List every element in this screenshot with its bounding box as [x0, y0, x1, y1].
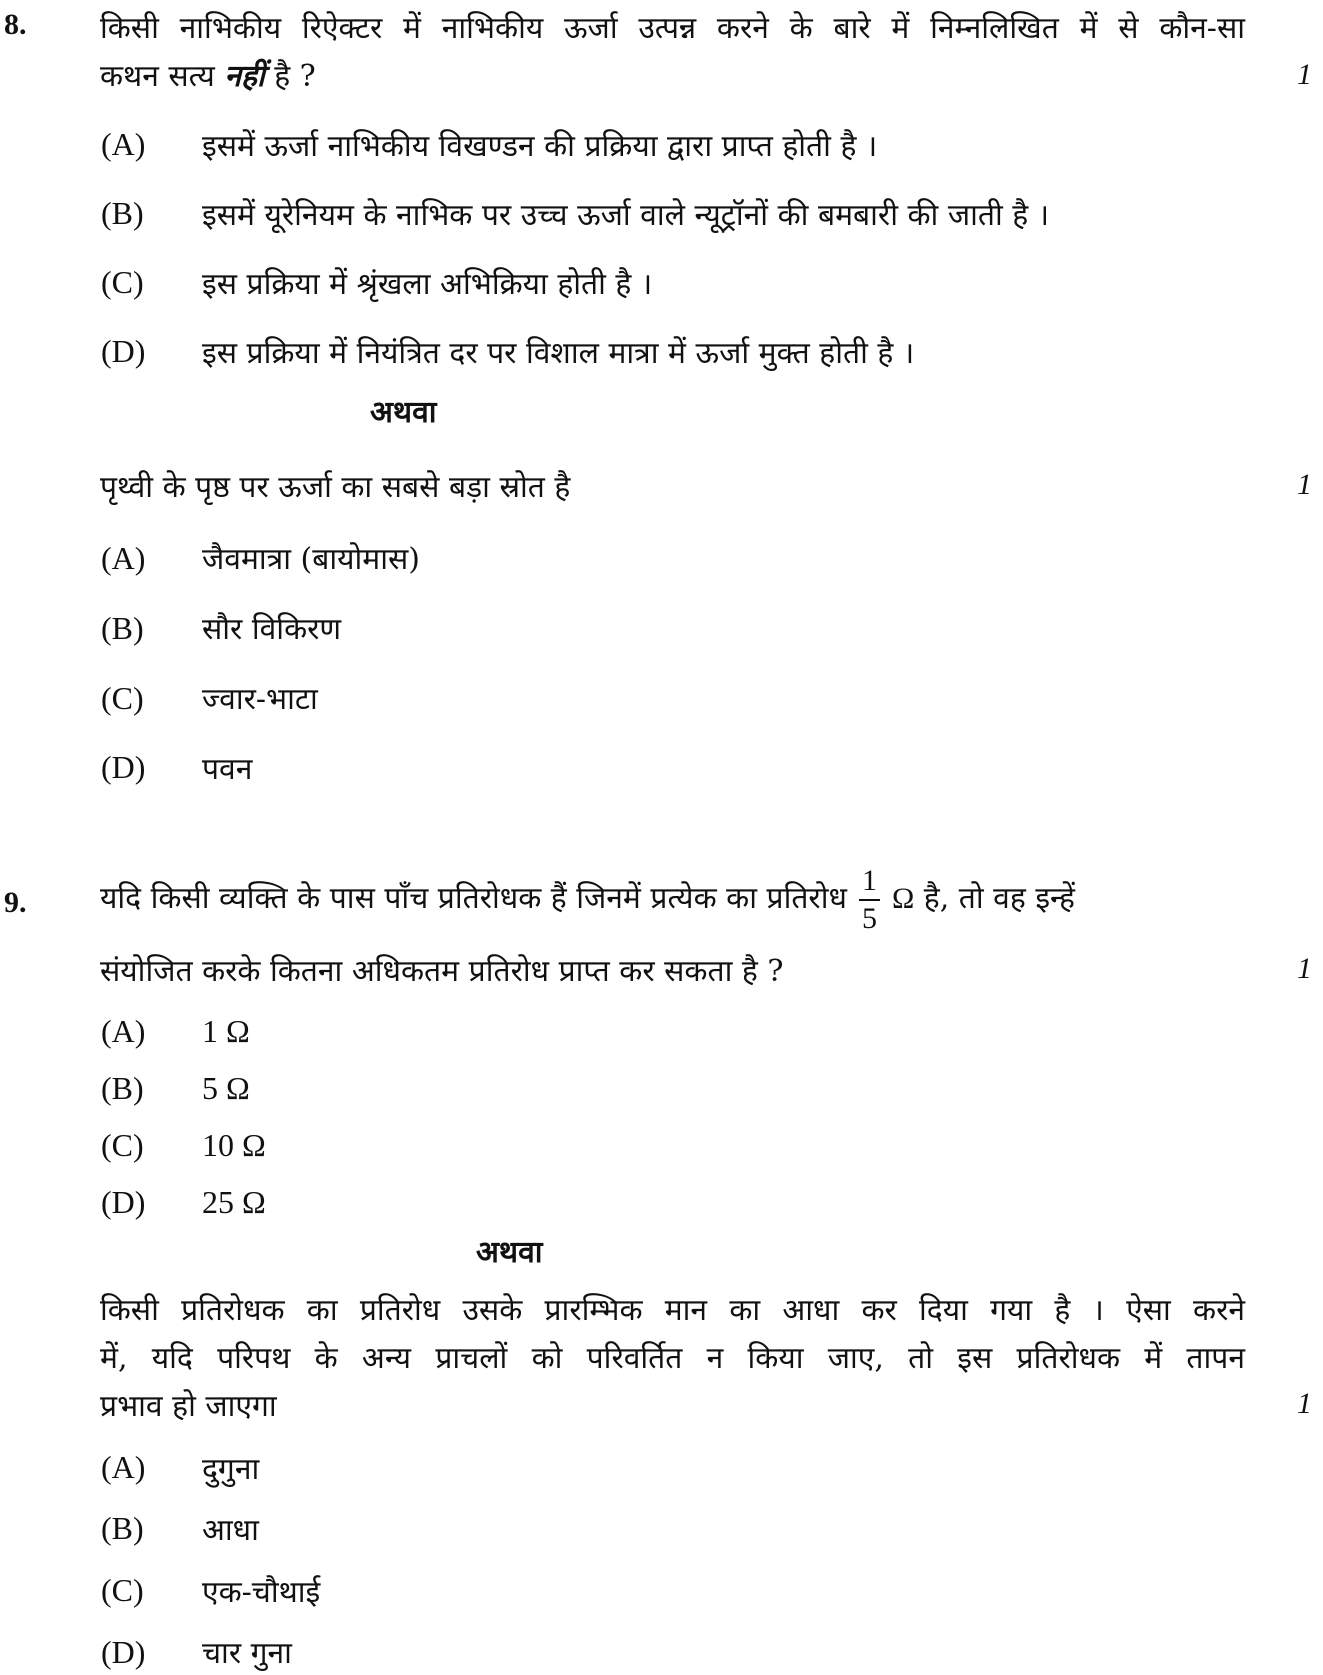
q9-option-d-label: (D): [101, 1184, 146, 1220]
q9-option-b-text: 5 Ω: [202, 1070, 250, 1106]
q9-option-d-text: 25 Ω: [202, 1184, 266, 1220]
question-9-alt-line-2: में, यदि परिपथ के अन्य प्राचलों को परिवर्तित न किया जाए, तो इस प्रतिरोधक में तापन: [100, 1341, 1245, 1376]
q9-option-a-text: 1 Ω: [202, 1013, 250, 1049]
question-8-or-label: अथवा: [370, 395, 437, 430]
q9-alt-option-c-label: (C): [101, 1572, 144, 1608]
question-9-or-label: अथवा: [476, 1235, 543, 1270]
question-8-number: 8.: [4, 8, 27, 41]
question-9-alt-line-3: प्रभाव हो जाएगा: [100, 1389, 277, 1424]
question-9-alt-marks: 1: [1297, 1387, 1312, 1420]
q8-alt-option-d-label: (D): [101, 749, 146, 785]
q8-alt-option-b-text: सौर विकिरण: [202, 612, 342, 647]
q8-alt-option-a-text: जैवमात्रा (बायोमास): [202, 542, 420, 577]
question-8-line-2: [100, 54, 1245, 95]
ohm-symbol: Ω: [891, 882, 915, 915]
question-9-line-1-pre: यदि किसी व्यक्ति के पास पाँच प्रतिरोधक हैं जिनमें प्रत्येक का प्रतिरोध: [100, 881, 847, 916]
q8-option-d-text: इस प्रक्रिया में नियंत्रित दर पर विशाल मात्रा में ऊर्जा मुक्त होती है ।: [202, 336, 915, 371]
question-8-line-2-pre: कथन सत्य: [100, 59, 225, 94]
question-9-line-2: संयोजित करके कितना अधिकतम प्रतिरोध प्राप्त कर सकता है ?: [100, 954, 784, 989]
q8-option-b-text: इसमें यूरेनियम के नाभिक पर उच्च ऊर्जा वाले न्यूट्रॉनों की बमबारी की जाती है ।: [202, 198, 1050, 233]
q8-alt-option-c-label: (C): [101, 680, 144, 716]
q9-alt-option-c-text: एक-चौथाई: [202, 1575, 321, 1610]
question-8-alt-marks: 1: [1297, 468, 1312, 501]
q9-alt-option-b-text: आधा: [202, 1513, 259, 1548]
question-8-alt-text: पृथ्वी के पृष्ठ पर ऊर्जा का सबसे बड़ा स्रोत है: [100, 470, 571, 505]
q8-option-d-label: (D): [101, 333, 146, 369]
q8-option-a-text: इसमें ऊर्जा नाभिकीय विखण्डन की प्रक्रिया द्वारा प्राप्त होती है ।: [202, 129, 878, 164]
q8-alt-option-b-label: (B): [101, 610, 144, 646]
q8-alt-option-c-text: ज्वार-भाटा: [202, 682, 318, 717]
q9-option-a-label: (A): [101, 1013, 146, 1049]
resistance-fraction: [859, 866, 880, 934]
q8-option-a-label: (A): [101, 126, 146, 162]
q9-option-b-label: (B): [101, 1070, 144, 1106]
q9-alt-option-a-label: (A): [101, 1449, 146, 1485]
q8-alt-option-d-text: पवन: [202, 752, 253, 787]
q9-alt-option-a-text: दुगुना: [202, 1452, 260, 1487]
question-9-line-1: [100, 863, 1245, 935]
question-8-marks: 1: [1297, 58, 1312, 91]
q8-option-b-label: (B): [101, 195, 144, 231]
q9-option-c-text: 10 Ω: [202, 1127, 266, 1163]
question-8-line-2-post: है ?: [264, 59, 316, 94]
q9-alt-option-d-text: चार गुना: [202, 1636, 292, 1671]
question-8-emphasis: नहीं: [224, 59, 265, 94]
question-9-number: 9.: [4, 886, 27, 919]
q9-option-c-label: (C): [101, 1127, 144, 1163]
fraction-denominator: 5: [861, 902, 877, 935]
q8-option-c-label: (C): [101, 264, 144, 300]
question-9-marks: 1: [1297, 952, 1312, 985]
question-9-alt-line-1: किसी प्रतिरोधक का प्रतिरोध उसके प्रारम्भिक मान का आधा कर दिया गया है । ऐसा करने: [100, 1293, 1245, 1328]
q8-alt-option-a-label: (A): [101, 540, 146, 576]
q9-alt-option-b-label: (B): [101, 1510, 144, 1546]
q9-alt-option-d-label: (D): [101, 1634, 146, 1670]
q8-option-c-text: इस प्रक्रिया में श्रृंखला अभिक्रिया होती है ।: [202, 267, 653, 302]
question-8-line-1: किसी नाभिकीय रिऐक्टर में नाभिकीय ऊर्जा उत्पन्न करने के बारे में निम्नलिखित में से कौन-सा: [100, 11, 1245, 46]
fraction-numerator: 1: [859, 866, 880, 901]
question-9-line-1-post: है, तो वह इन्हें: [914, 881, 1075, 916]
